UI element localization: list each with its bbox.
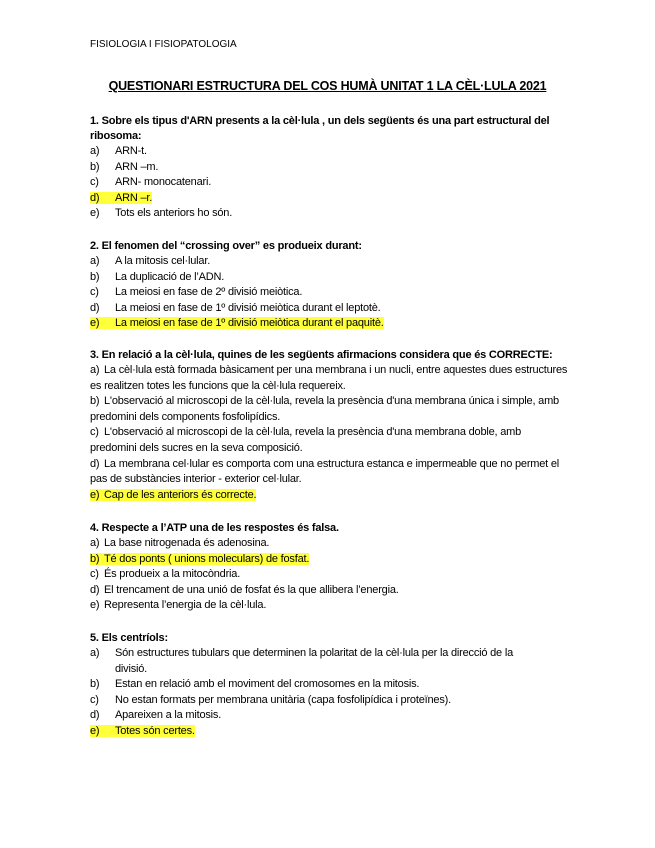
question-5-option-e: e) Totes són certes. (90, 724, 195, 737)
question-4-option-b: b) Té dos ponts ( unions moleculars) de fosfat. (90, 552, 310, 565)
question-3-title: 3. En relació a la cèl·lula, quines de les següents afirmacions considera que és CORRECTE: (90, 349, 553, 361)
question-1-option-c: c) ARN- monocatenari. (90, 176, 212, 189)
question-5-option-c: c) No estan formats per membrana unitària (capa fosfolipídica i proteïnes). (90, 693, 451, 706)
question-4-option-d: d) El trencament de una unió de fosfat és la que allibera l’energia. (90, 583, 399, 596)
question-4-option-e: e) Representa l’energia de la cèl·lula. (90, 599, 267, 612)
question-1-title: 1. Sobre els tipus d'ARN presents a la cèl·lula , un dels següents és una part estructural del ribosoma: (90, 115, 550, 142)
question-4 (90, 521, 570, 614)
question-2-option-d: d) La meiosi en fase de 1º divisió meiòtica durant el leptotè. (90, 301, 381, 314)
question-3-option-d: d) La membrana cel·lular es comporta com una estructura estanca e impermeable que no permet el pas de substàncies interior - exterior cel·lular. (90, 457, 560, 486)
question-2-title: 2. El fenomen del “crossing over” es produeix durant: (90, 240, 362, 252)
subject-header: FISIOLOGIA I FISIOPATOLOGIA (90, 39, 237, 50)
question-5-option-d: d) Apareixen a la mitosis. (90, 709, 222, 722)
document-title: QUESTIONARI ESTRUCTURA DEL COS HUMÀ UNITAT 1 LA CÈL·LULA 2021 (108, 79, 547, 93)
question-2 (90, 239, 570, 332)
question-3 (90, 348, 570, 503)
question-5-option-b: b) Estan en relació amb el moviment del cromosomes en la mitosis. (90, 678, 420, 691)
question-5 (90, 631, 570, 740)
question-2-option-b: b) La duplicació de l’ADN. (90, 270, 225, 283)
question-2-option-a: a) A la mitosis cel·lular. (90, 255, 211, 267)
question-5-option-a: a) Són estructures tubulars que determinen la polaritat de la cèl·lula per la direcció de la divisió. (90, 647, 513, 675)
question-2-option-e: e) La meiosi en fase de 1º divisió meiòtica durant el paquitè. (90, 317, 384, 330)
question-2-option-c: c) La meiosi en fase de 2º divisió meiòtica. (90, 286, 303, 299)
question-1-option-b: b) ARN –m. (90, 160, 159, 173)
question-3-option-a: a) La cèl·lula està formada bàsicament per una membrana i un nucli, entre aquestes dues estructures es realitzen totes les funcions que la cèl·lula requereix. (90, 364, 568, 392)
question-3-option-e: e) Cap de les anteriors és correcte. (90, 488, 257, 501)
question-4-title: 4. Respecte a l’ATP una de les respostes és falsa. (90, 522, 339, 534)
question-4-option-c: c) És produeix a la mitocòndria. (90, 568, 241, 581)
question-4-option-a: a) La base nitrogenada és adenosina. (90, 537, 270, 549)
question-1-option-a: a) ARN-t. (90, 145, 147, 157)
question-1 (90, 114, 570, 222)
question-3-option-c: c) L'observació al microscopi de la cèl·lula, revela la presència d'una membrana doble, amb predomini dels sucres en la seva composició. (90, 426, 522, 454)
question-1-option-e: e) Tots els anteriors ho són. (90, 207, 233, 220)
question-5-title: 5. Els centríols: (90, 632, 168, 644)
question-3-option-b: b) L'observació al microscopi de la cèl·lula, revela la presència d'una membrana única i simple, amb predomini dels components fosfolipídics. (90, 395, 559, 423)
question-1-option-d: d) ARN –r. (90, 191, 153, 204)
